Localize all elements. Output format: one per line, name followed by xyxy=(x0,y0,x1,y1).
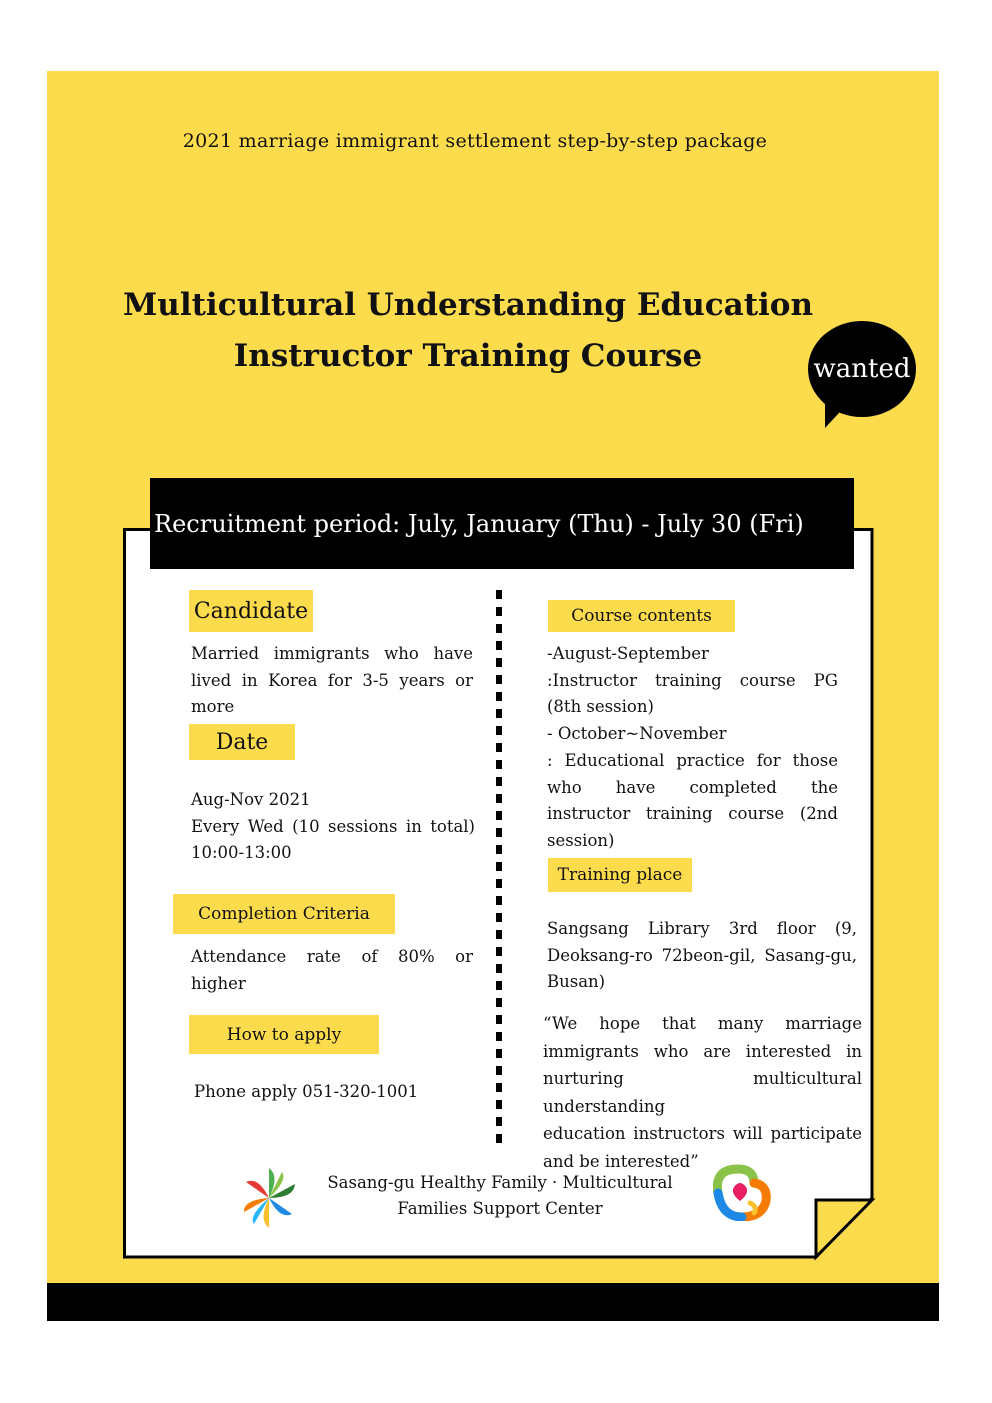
bottom-bar xyxy=(47,1283,939,1321)
apply-text: Phone apply 051-320-1001 xyxy=(194,1082,419,1101)
title-line-1: Multicultural Understanding Education xyxy=(122,287,814,323)
course-line: - October~November xyxy=(547,724,727,744)
candidate-line: more xyxy=(191,697,235,717)
column-divider xyxy=(496,590,502,1150)
date-text xyxy=(191,787,475,867)
place-line: Deoksang-ro 72beon-gil, Sasang-gu, xyxy=(547,945,857,965)
quote-line: education instructors will participate xyxy=(543,1124,862,1143)
completion-text xyxy=(191,944,473,997)
place-line: Busan) xyxy=(547,972,606,992)
course-line: (8th session) xyxy=(547,697,654,717)
completion-line: Attendance rate of 80% or xyxy=(191,947,473,966)
quote-line: and be interested” xyxy=(543,1151,699,1171)
course-line: instructor training course (2nd xyxy=(547,804,838,824)
course-contents-label: Course contents xyxy=(548,600,735,632)
course-line: who have completed the xyxy=(547,777,838,797)
org-line-1: Sasang-gu Healthy Family · Multicultural xyxy=(327,1173,673,1192)
pinwheel-logo-icon xyxy=(240,1166,298,1230)
course-line: session) xyxy=(547,830,615,850)
org-line-2: Families Support Center xyxy=(397,1199,603,1218)
course-line: :Instructor training course PG xyxy=(547,670,838,690)
completion-criteria-label: Completion Criteria xyxy=(173,894,395,934)
quote-line: immigrants who are interested in xyxy=(543,1041,862,1061)
completion-line: higher xyxy=(191,973,246,993)
closing-quote xyxy=(543,1010,862,1175)
title-line-2: Instructor Training Course xyxy=(233,338,703,374)
wanted-speech-bubble: wanted xyxy=(808,321,916,417)
date-label: Date xyxy=(189,724,295,760)
program-subtitle: 2021 marriage immigrant settlement step-by-step package xyxy=(182,130,768,152)
heart-swirl-logo-icon xyxy=(710,1163,772,1221)
organization-name xyxy=(300,1170,700,1222)
how-to-apply-label: How to apply xyxy=(189,1015,379,1054)
candidate-line: lived in Korea for 3-5 years or xyxy=(191,670,473,690)
candidate-line: Married immigrants who have xyxy=(191,644,473,663)
training-place-text xyxy=(547,916,857,996)
recruitment-period-banner: Recruitment period: July, January (Thu) - July 30 (Fri) xyxy=(150,478,854,569)
course-line: : Educational practice for those xyxy=(547,750,838,770)
candidate-text xyxy=(191,641,473,721)
quote-line: nurturing multicultural understanding xyxy=(543,1069,862,1116)
date-line: 10:00-13:00 xyxy=(191,843,292,863)
date-line: Aug-Nov 2021 xyxy=(191,790,311,809)
quote-line: “We hope that many marriage xyxy=(543,1014,862,1033)
place-line: Sangsang Library 3rd floor (9, xyxy=(547,919,857,938)
candidate-label: Candidate xyxy=(189,590,313,632)
page-title xyxy=(0,280,936,382)
date-line: Every Wed (10 sessions in total) xyxy=(191,816,475,836)
course-line: -August-September xyxy=(547,644,709,663)
course-contents-text xyxy=(547,641,838,855)
training-place-label: Training place xyxy=(548,858,692,892)
